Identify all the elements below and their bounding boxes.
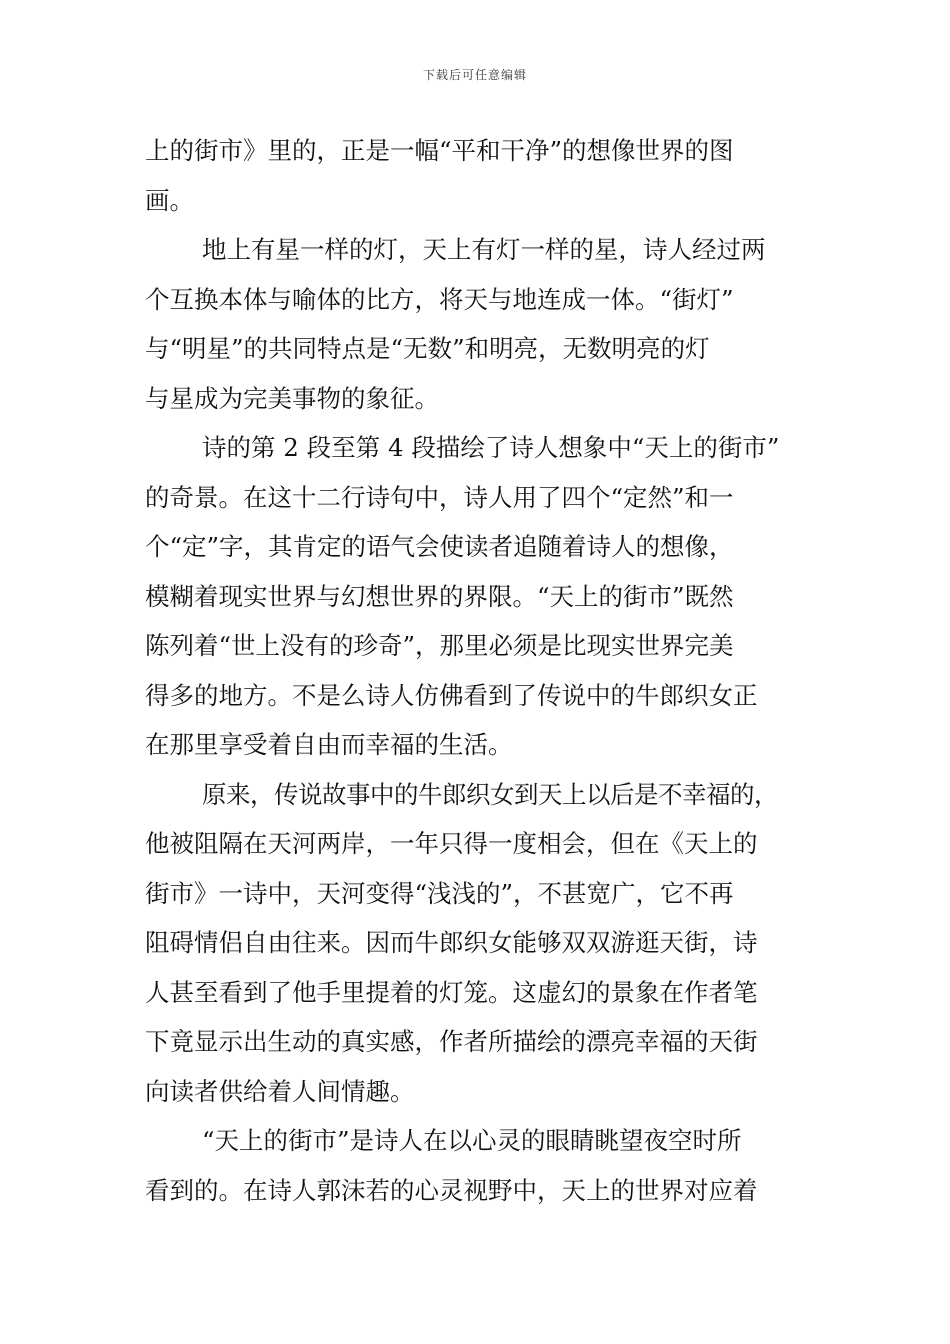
text-line: 看到的。在诗人郭沫若的心灵视野中，天上的世界对应着: [145, 1175, 758, 1205]
page-header: 下载后可任意编辑: [422, 68, 527, 82]
text-line: 他被阻隔在天河两岸，一年只得一度相会，但在《天上的: [145, 829, 758, 858]
text-line: 的奇景。在这十二行诗句中，诗人用了四个“定然”和一: [145, 482, 734, 512]
document-body: [145, 126, 810, 1215]
text-line: 得多的地方。不是么诗人仿佛看到了传说中的牛郎织女正: [145, 680, 758, 710]
text-line: 向读者供给着人间情趣。: [145, 1076, 415, 1106]
text-line: 地上有星一样的灯，天上有灯一样的星，诗人经过两: [202, 235, 766, 264]
text-line: 与“明星”的共同特点是“无数”和明亮，无数明亮的灯: [145, 334, 710, 363]
text-line: 阻碍情侣自由往来。因而牛郎织女能够双双游逛天街，诗: [145, 928, 758, 957]
text-line: “天上的街市”是诗人在以心灵的眼睛眺望夜空时所: [202, 1126, 742, 1155]
text-line: 上的街市》里的，正是一幅“平和干净”的想像世界的图: [145, 136, 734, 165]
text-line: 街市》一诗中，天河变得“浅浅的”，不甚宽广，它不再: [145, 878, 734, 908]
text-line: 与星成为完美事物的象征。: [145, 383, 439, 413]
text-line: 在那里享受着自由而幸福的生活。: [145, 730, 513, 759]
text-line: 画。: [145, 185, 194, 215]
text-line: 原来，传说故事中的牛郎织女到天上以后是不幸福的，: [202, 779, 778, 809]
text-line: 个“定”字，其肯定的语气会使读者追随着诗人的想像，: [145, 532, 734, 561]
text-line: 下竟显示出生动的真实感，作者所描绘的漂亮幸福的天街: [145, 1027, 758, 1056]
text-line: 模糊着现实世界与幻想世界的界限。“天上的街市”既然: [145, 581, 734, 611]
text-line: 个互换本体与喻体的比方，将天与地连成一体。“街灯”: [145, 284, 734, 314]
text-line: 陈列着“世上没有的珍奇”，那里必须是比现实世界完美: [145, 631, 734, 660]
text-line: 人甚至看到了他手里提着的灯笼。这虚幻的景象在作者笔: [145, 977, 758, 1007]
text-line: 诗的第 2 段至第 4 段描绘了诗人想象中“天上的街市”: [202, 433, 780, 462]
